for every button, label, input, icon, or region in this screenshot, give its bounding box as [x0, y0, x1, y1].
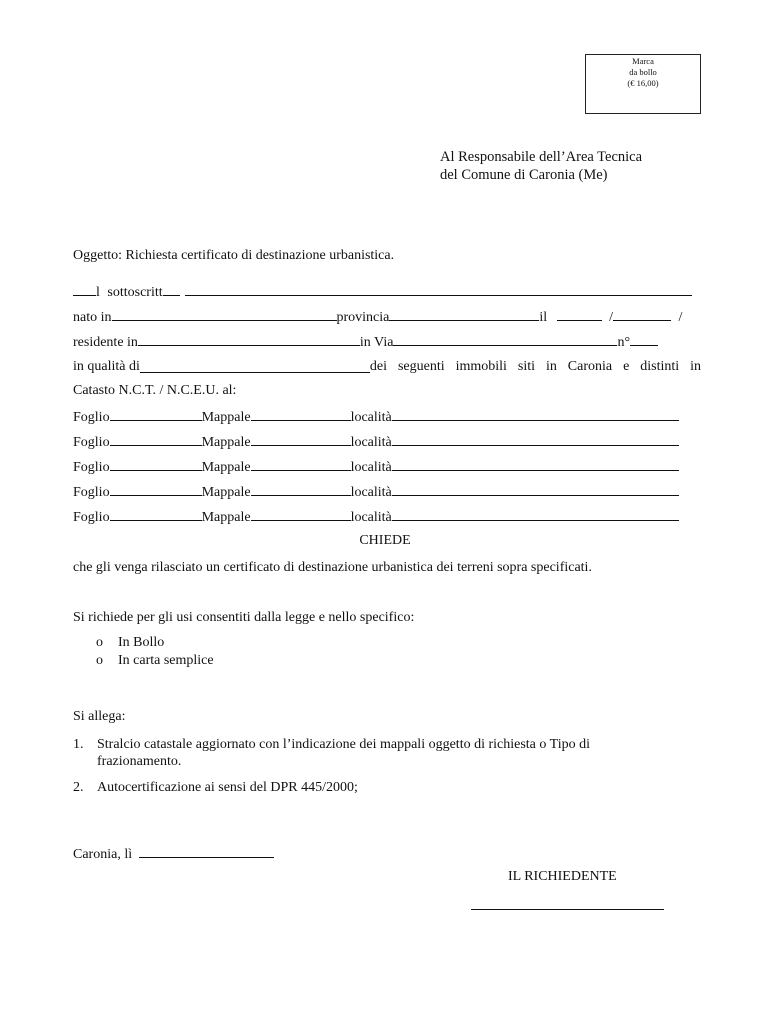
signature-label: IL RICHIEDENTE	[508, 869, 617, 884]
capacity-row	[73, 358, 701, 376]
mappale-field[interactable]	[251, 433, 351, 446]
foglio-label: Foglio	[73, 460, 110, 475]
undersigned-row	[73, 283, 692, 301]
attachment-number: 2.	[73, 780, 84, 795]
localita-field[interactable]	[392, 508, 679, 521]
name-field[interactable]	[185, 283, 692, 296]
attachment-item	[73, 736, 673, 770]
foglio-field[interactable]	[110, 483, 202, 496]
catasto-line: Catasto N.C.T. / N.C.E.U. al:	[73, 383, 237, 398]
date-slash-1: /	[609, 310, 614, 325]
option-label: In carta semplice	[118, 653, 214, 668]
parcel-row	[73, 458, 679, 476]
localita-field[interactable]	[392, 408, 679, 421]
date-field[interactable]	[139, 845, 274, 858]
uses-options-list	[96, 634, 214, 670]
provincia-label: provincia	[336, 310, 390, 325]
parcel-row	[73, 433, 679, 451]
attachments-list	[73, 736, 673, 805]
foglio-field[interactable]	[110, 433, 202, 446]
il-label: il	[539, 310, 548, 325]
request-text: che gli venga rilasciato un certificato di destinazione urbanistica dei terreni sopra specificati.	[73, 560, 592, 575]
foglio-label: Foglio	[73, 485, 110, 500]
localita-field[interactable]	[392, 458, 679, 471]
residence-city-field[interactable]	[138, 333, 360, 346]
recipient-line-1: Al Responsabile dell’Area Tecnica	[440, 149, 643, 165]
place-date-row	[73, 845, 274, 863]
place-date-label: Caronia, lì	[73, 847, 133, 862]
parcel-row	[73, 508, 679, 526]
option-circle-icon: o	[96, 653, 103, 668]
foglio-field[interactable]	[110, 408, 202, 421]
nato-label: nato in	[73, 310, 112, 325]
birth-row	[73, 308, 682, 326]
foglio-label: Foglio	[73, 510, 110, 525]
localita-label: località	[350, 410, 392, 425]
subject-line: Oggetto: Richiesta certificato di destinazione urbanistica.	[73, 248, 395, 263]
province-field[interactable]	[389, 308, 539, 321]
qualita-suffix: dei seguenti immobili siti in Caronia e distinti in	[369, 359, 701, 374]
mappale-field[interactable]	[251, 483, 351, 496]
attach-intro: Si allega:	[73, 709, 126, 724]
mappale-label: Mappale	[201, 510, 251, 525]
residente-label: residente in	[73, 335, 138, 350]
gender-blank-2[interactable]	[163, 283, 180, 296]
qualita-label: in qualità di	[73, 359, 140, 374]
gender-blank-1[interactable]	[73, 283, 96, 296]
mappale-label: Mappale	[201, 485, 251, 500]
attachment-text: Stralcio catastale aggiornato con l’indicazione dei mappali oggetto di richiesta o Tipo di frazionamento.	[97, 737, 590, 769]
foglio-label: Foglio	[73, 410, 110, 425]
localita-field[interactable]	[392, 483, 679, 496]
birthplace-field[interactable]	[112, 308, 337, 321]
parcel-row	[73, 408, 679, 426]
birth-month-field[interactable]	[613, 308, 671, 321]
l-label: l	[96, 285, 100, 300]
localita-label: località	[350, 485, 392, 500]
date-slash-2: /	[678, 310, 683, 325]
attachment-item	[73, 779, 673, 796]
use-option-bollo[interactable]	[96, 634, 214, 652]
attachment-text: Autocertificazione ai sensi del DPR 445/2000;	[97, 780, 358, 795]
parcel-row	[73, 483, 679, 501]
chiede-heading: CHIEDE	[359, 533, 411, 548]
stamp-line-1: Marca	[632, 56, 654, 66]
localita-label: località	[350, 460, 392, 475]
localita-label: località	[350, 510, 392, 525]
mappale-field[interactable]	[251, 508, 351, 521]
localita-field[interactable]	[392, 433, 679, 446]
sottoscritt-label: sottoscritt	[107, 285, 163, 300]
via-label: in Via	[359, 335, 394, 350]
numero-label: n°	[617, 335, 631, 350]
stamp-line-2: da bollo	[629, 67, 657, 77]
revenue-stamp-box	[585, 54, 701, 114]
street-field[interactable]	[393, 333, 617, 346]
mappale-label: Mappale	[201, 435, 251, 450]
signature-line[interactable]	[471, 897, 664, 910]
street-number-field[interactable]	[630, 333, 658, 346]
mappale-field[interactable]	[251, 408, 351, 421]
capacity-field[interactable]	[140, 360, 370, 373]
attachment-number: 1.	[73, 737, 84, 752]
mappale-label: Mappale	[201, 460, 251, 475]
option-circle-icon: o	[96, 635, 103, 650]
foglio-field[interactable]	[110, 458, 202, 471]
residence-row	[73, 333, 658, 351]
mappale-field[interactable]	[251, 458, 351, 471]
localita-label: località	[350, 435, 392, 450]
foglio-label: Foglio	[73, 435, 110, 450]
birth-day-field[interactable]	[557, 308, 602, 321]
foglio-field[interactable]	[110, 508, 202, 521]
option-label: In Bollo	[118, 635, 165, 650]
recipient-line-2: del Comune di Caronia (Me)	[440, 167, 608, 183]
stamp-line-3: (€ 16,00)	[627, 78, 659, 88]
use-option-carta-semplice[interactable]	[96, 652, 214, 670]
uses-intro: Si richiede per gli usi consentiti dalla legge e nello specifico:	[73, 610, 415, 625]
mappale-label: Mappale	[201, 410, 251, 425]
